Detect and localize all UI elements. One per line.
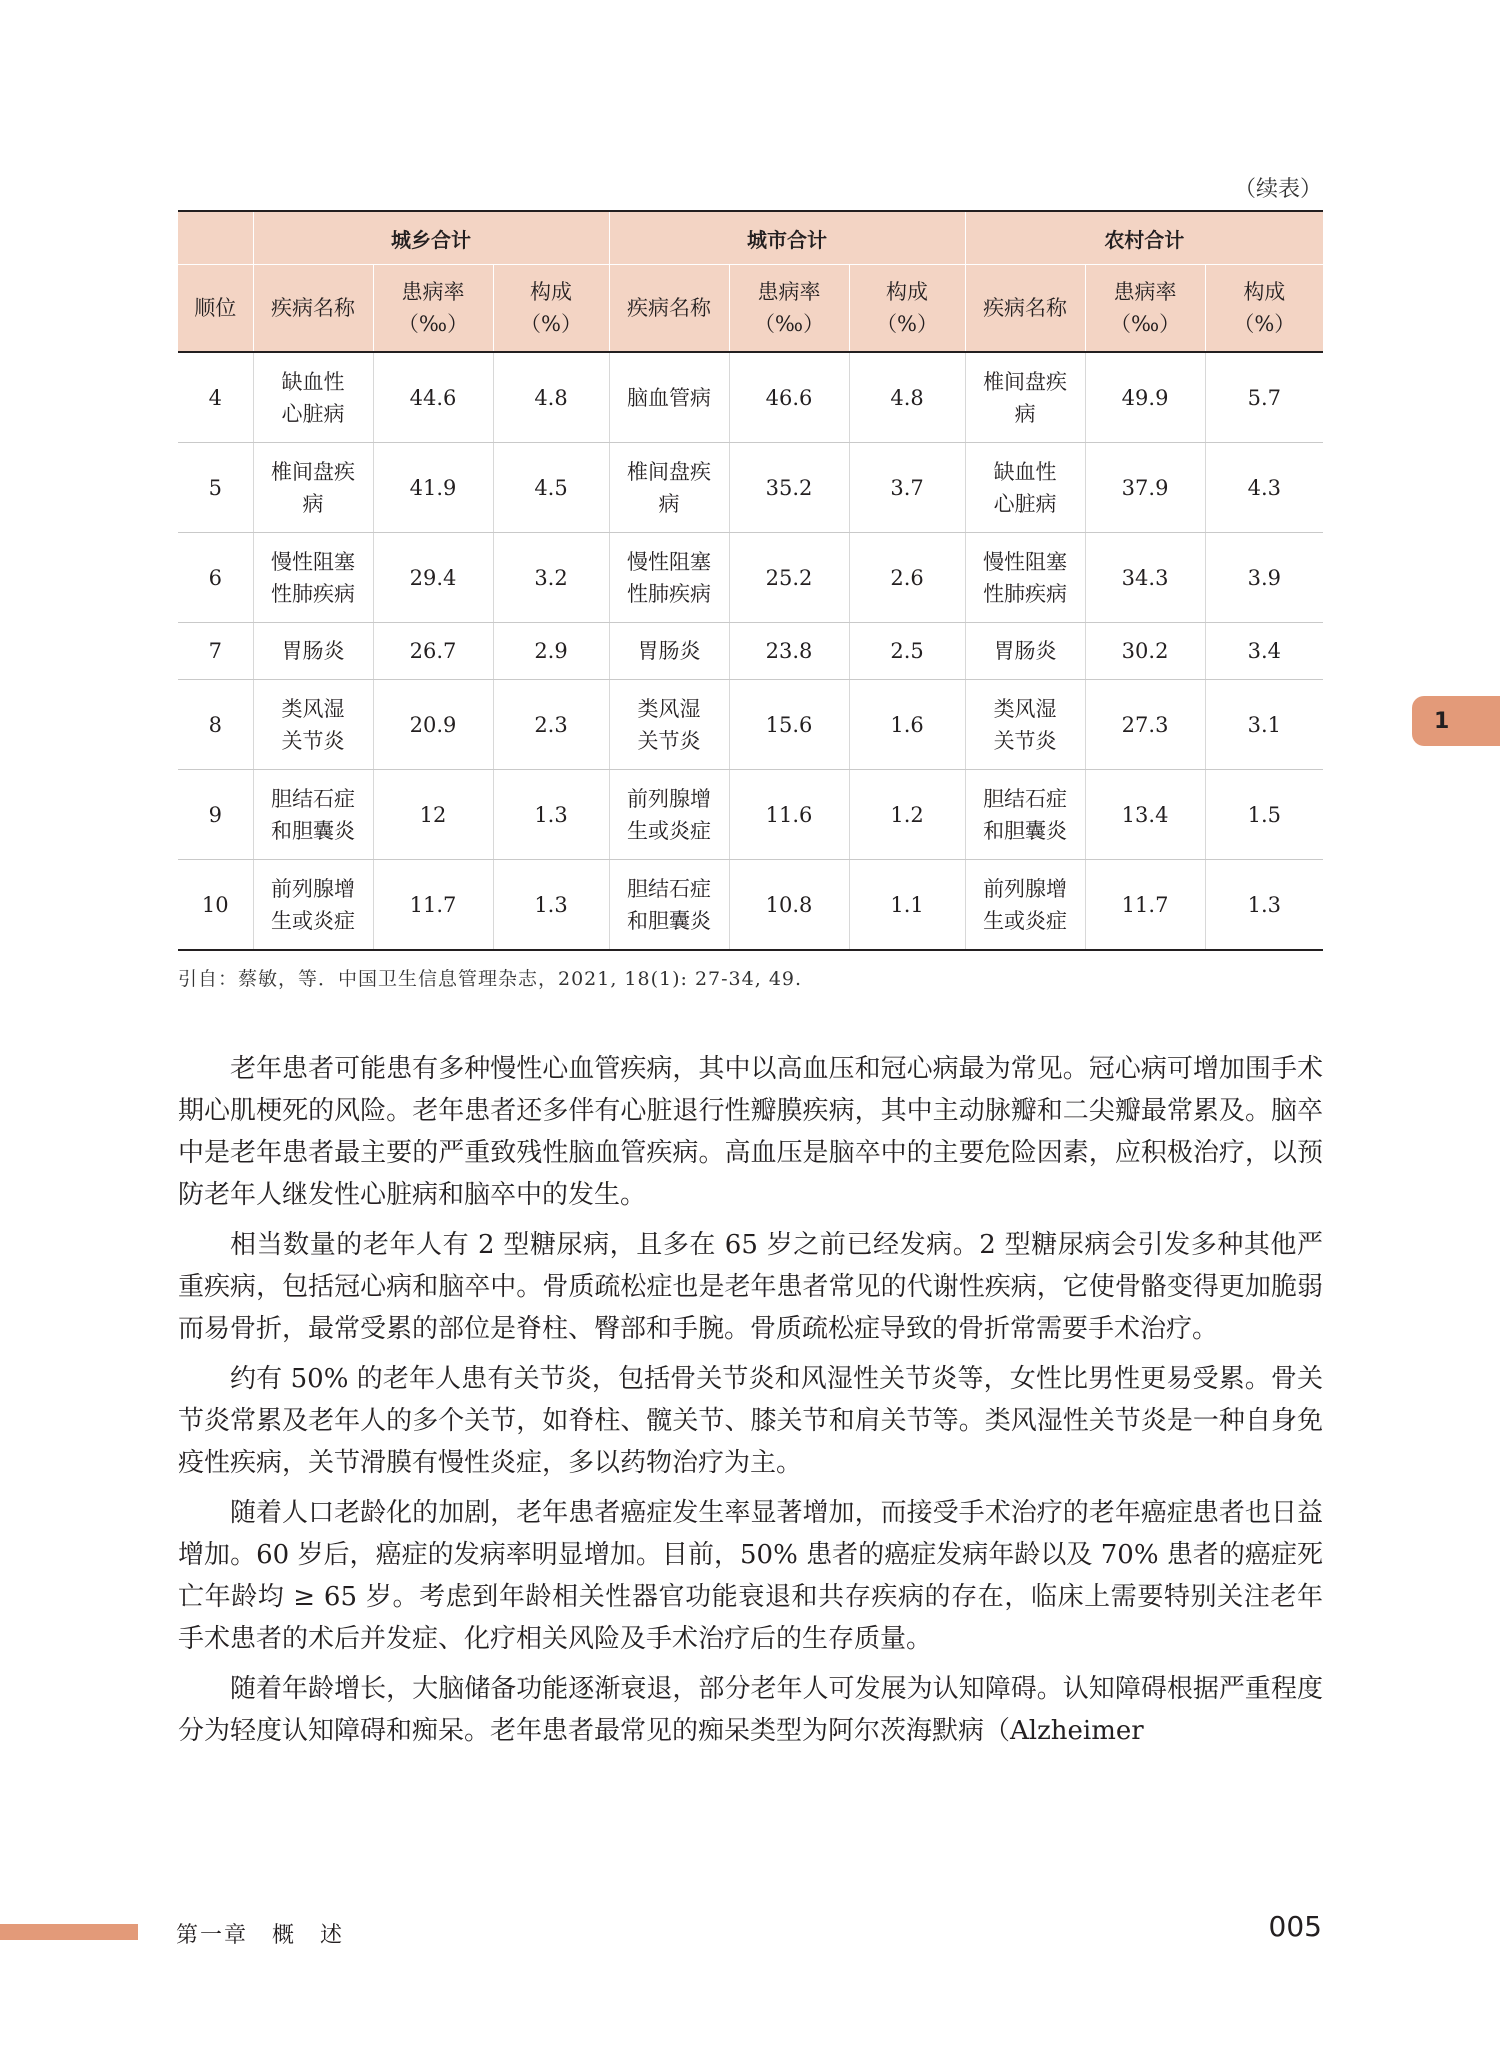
table-row — [178, 443, 1323, 533]
disease-name-cell: 前列腺增 生或炎症 — [253, 860, 373, 951]
disease-name-cell: 类风湿 关节炎 — [253, 680, 373, 770]
footer-accent-bar — [0, 1924, 138, 1940]
disease-name-cell: 慢性阻塞 性肺疾病 — [253, 533, 373, 623]
disease-name-cell: 胃肠炎 — [609, 623, 729, 680]
page-number: 005 — [1268, 1910, 1322, 1943]
prevalence-rate-cell: 41.9 — [373, 443, 493, 533]
disease-name-cell: 胃肠炎 — [965, 623, 1085, 680]
table-row — [178, 680, 1323, 770]
group-header-urban: 城市合计 — [609, 211, 965, 265]
disease-name-cell: 椎间盘疾 病 — [965, 352, 1085, 443]
prevalence-rate-cell: 26.7 — [373, 623, 493, 680]
table-row — [178, 860, 1323, 951]
paragraph: 随着人口老龄化的加剧，老年患者癌症发生率显著增加，而接受手术治疗的老年癌症患者也日益增加。60 岁后，癌症的发病率明显增加。目前，50% 患者的癌症发病年龄以及 70% 患者的癌症死亡年龄均 ≥ 65 岁。考虑到年龄相关性器官功能衰退和共存疾病的存在，临床上需要特别关注老年手术患者的术后并发症、化疗相关风险及手术治疗后的生存质量。 — [178, 1498, 1323, 1654]
disease-prevalence-table — [178, 210, 1323, 951]
prevalence-rate-cell: 13.4 — [1085, 770, 1205, 860]
col-header-rate: 患病率 （‰） — [373, 265, 493, 353]
prevalence-rate-cell: 11.7 — [1085, 860, 1205, 951]
disease-name-cell: 脑血管病 — [609, 352, 729, 443]
prevalence-rate-cell: 11.7 — [373, 860, 493, 951]
rank-cell: 8 — [178, 680, 253, 770]
share-cell: 4.8 — [849, 352, 965, 443]
footer-chapter-title: 第一章 概 述 — [176, 1923, 345, 1948]
table-corner-cell — [178, 211, 253, 265]
prevalence-rate-cell: 44.6 — [373, 352, 493, 443]
table-body — [178, 352, 1323, 950]
rank-cell: 5 — [178, 443, 253, 533]
share-cell: 3.2 — [493, 533, 609, 623]
paragraph: 约有 50% 的老年人患有关节炎，包括骨关节炎和风湿性关节炎等，女性比男性更易受累。骨关节炎常累及老年人的多个关节，如脊柱、髋关节、膝关节和肩关节等。类风湿性关节炎是一种自身免疫性疾病，关节滑膜有慢性炎症，多以药物治疗为主。 — [178, 1364, 1323, 1478]
prevalence-rate-cell: 27.3 — [1085, 680, 1205, 770]
share-cell: 1.6 — [849, 680, 965, 770]
prevalence-rate-cell: 29.4 — [373, 533, 493, 623]
table-source-citation: 引自：蔡敏，等．中国卫生信息管理杂志，2021, 18(1): 27-34, 49. — [178, 968, 803, 990]
paragraph: 随着年龄增长，大脑储备功能逐渐衰退，部分老年人可发展为认知障碍。认知障碍根据严重程度分为轻度认知障碍和痴呆。老年患者最常见的痴呆类型为阿尔茨海默病（Alzheimer — [178, 1674, 1323, 1746]
body-text — [178, 1048, 1323, 1760]
col-header-rate: 患病率 （‰） — [1085, 265, 1205, 353]
prevalence-rate-cell: 23.8 — [729, 623, 849, 680]
prevalence-rate-cell: 25.2 — [729, 533, 849, 623]
share-cell: 4.3 — [1205, 443, 1323, 533]
prevalence-rate-cell: 46.6 — [729, 352, 849, 443]
col-header-share: 构成 （%） — [1205, 265, 1323, 353]
disease-name-cell: 胆结石症 和胆囊炎 — [253, 770, 373, 860]
prevalence-rate-cell: 15.6 — [729, 680, 849, 770]
disease-name-cell: 前列腺增 生或炎症 — [609, 770, 729, 860]
col-header-rate: 患病率 （‰） — [729, 265, 849, 353]
share-cell: 2.6 — [849, 533, 965, 623]
chapter-tab: 1 — [1412, 696, 1500, 746]
share-cell: 5.7 — [1205, 352, 1323, 443]
prevalence-rate-cell: 20.9 — [373, 680, 493, 770]
prevalence-rate-cell: 49.9 — [1085, 352, 1205, 443]
table-row — [178, 533, 1323, 623]
disease-name-cell: 慢性阻塞 性肺疾病 — [965, 533, 1085, 623]
prevalence-rate-cell: 30.2 — [1085, 623, 1205, 680]
rank-cell: 9 — [178, 770, 253, 860]
disease-name-cell: 椎间盘疾 病 — [253, 443, 373, 533]
group-header-rural: 农村合计 — [965, 211, 1323, 265]
rank-cell: 4 — [178, 352, 253, 443]
prevalence-rate-cell: 10.8 — [729, 860, 849, 951]
table-row — [178, 770, 1323, 860]
paragraph: 老年患者可能患有多种慢性心血管疾病，其中以高血压和冠心病最为常见。冠心病可增加围手术期心肌梗死的风险。老年患者还多伴有心脏退行性瓣膜疾病，其中主动脉瓣和二尖瓣最常累及。脑卒中是老年患者最主要的严重致残性脑血管疾病。高血压是脑卒中的主要危险因素，应积极治疗，以预防老年人继发性心脏病和脑卒中的发生。 — [178, 1054, 1323, 1210]
share-cell: 1.5 — [1205, 770, 1323, 860]
share-cell: 1.3 — [493, 860, 609, 951]
disease-name-cell: 胆结石症 和胆囊炎 — [965, 770, 1085, 860]
prevalence-rate-cell: 34.3 — [1085, 533, 1205, 623]
disease-name-cell: 缺血性 心脏病 — [253, 352, 373, 443]
share-cell: 2.3 — [493, 680, 609, 770]
share-cell: 4.5 — [493, 443, 609, 533]
prevalence-rate-cell: 37.9 — [1085, 443, 1205, 533]
disease-name-cell: 缺血性 心脏病 — [965, 443, 1085, 533]
prevalence-rate-cell: 11.6 — [729, 770, 849, 860]
continued-label: （续表） — [1233, 177, 1322, 202]
col-header-share: 构成 （%） — [493, 265, 609, 353]
col-header-disease: 疾病名称 — [253, 265, 373, 353]
share-cell: 1.3 — [1205, 860, 1323, 951]
rank-cell: 7 — [178, 623, 253, 680]
disease-name-cell: 慢性阻塞 性肺疾病 — [609, 533, 729, 623]
table-row — [178, 352, 1323, 443]
col-header-share: 构成 （%） — [849, 265, 965, 353]
disease-name-cell: 前列腺增 生或炎症 — [965, 860, 1085, 951]
share-cell: 3.1 — [1205, 680, 1323, 770]
col-header-rank: 顺位 — [178, 265, 253, 353]
group-header-total: 城乡合计 — [253, 211, 609, 265]
table-group-header-row — [178, 211, 1323, 265]
disease-name-cell: 类风湿 关节炎 — [609, 680, 729, 770]
share-cell: 3.9 — [1205, 533, 1323, 623]
table-row — [178, 623, 1323, 680]
share-cell: 1.2 — [849, 770, 965, 860]
col-header-disease: 疾病名称 — [965, 265, 1085, 353]
prevalence-rate-cell: 12 — [373, 770, 493, 860]
prevalence-rate-cell: 35.2 — [729, 443, 849, 533]
table-column-header-row — [178, 265, 1323, 353]
share-cell: 3.7 — [849, 443, 965, 533]
paragraph: 相当数量的老年人有 2 型糖尿病，且多在 65 岁之前已经发病。2 型糖尿病会引发多种其他严重疾病，包括冠心病和脑卒中。骨质疏松症也是老年患者常见的代谢性疾病，它使骨骼变得更加脆弱而易骨折，最常受累的部位是脊柱、臀部和手腕。骨质疏松症导致的骨折常需要手术治疗。 — [178, 1230, 1323, 1344]
share-cell: 2.5 — [849, 623, 965, 680]
disease-name-cell: 椎间盘疾 病 — [609, 443, 729, 533]
share-cell: 3.4 — [1205, 623, 1323, 680]
share-cell: 4.8 — [493, 352, 609, 443]
share-cell: 2.9 — [493, 623, 609, 680]
rank-cell: 6 — [178, 533, 253, 623]
disease-name-cell: 类风湿 关节炎 — [965, 680, 1085, 770]
share-cell: 1.1 — [849, 860, 965, 951]
rank-cell: 10 — [178, 860, 253, 951]
disease-name-cell: 胆结石症 和胆囊炎 — [609, 860, 729, 951]
col-header-disease: 疾病名称 — [609, 265, 729, 353]
disease-name-cell: 胃肠炎 — [253, 623, 373, 680]
share-cell: 1.3 — [493, 770, 609, 860]
